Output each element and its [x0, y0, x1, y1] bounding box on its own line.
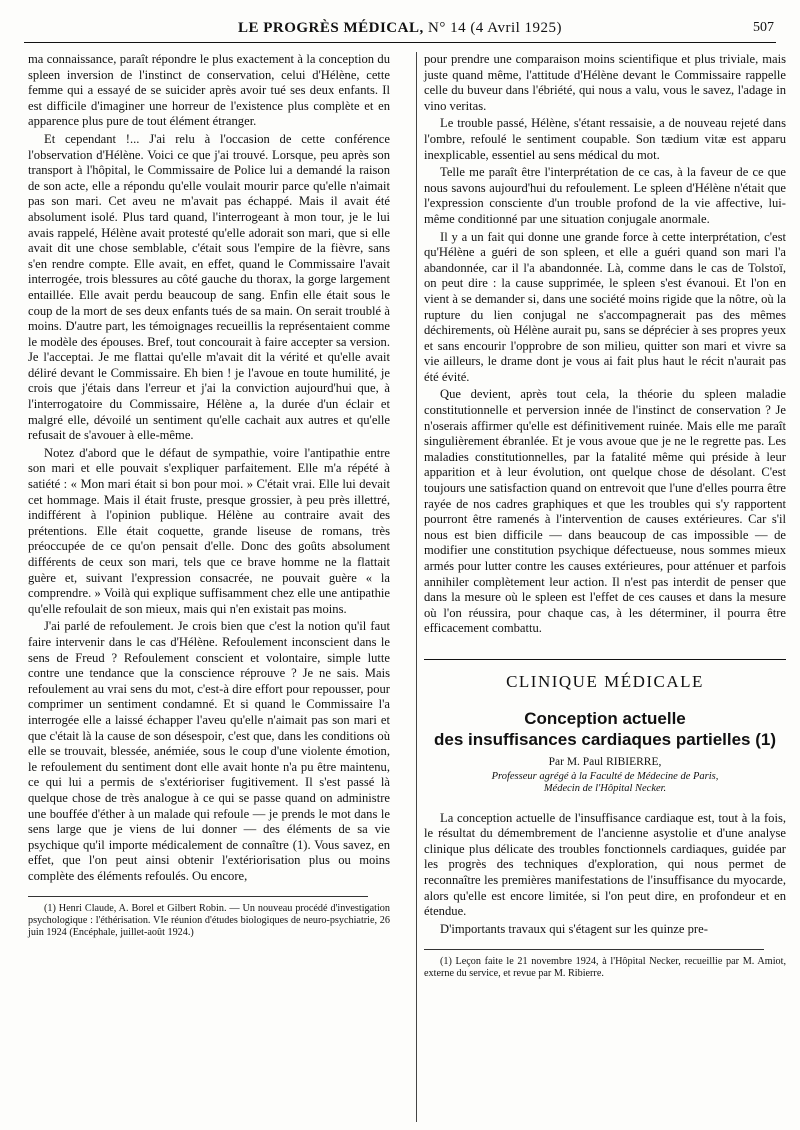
paragraph: Telle me paraît être l'interprétation de ce cas, à la faveur de ce que nous savons aujourd'hui du refoulement. Le spleen d'Hélène n'était que l'expression consciente d'un trouble profond de la vie affective, lui-même conditionné par une situation conjugale anormale. — [424, 165, 786, 226]
paragraph: ma connaissance, paraît répondre le plus exactement à la conception du spleen inversion de l'instinct de conservation, celui d'Hélène, cette femme qui a essayé de se suicider après avoir tué ses deux enfants. Il est difficile d'imaginer une horreur de l'existence plus complète et en apparence plus pure de tout élément étranger. — [28, 52, 390, 129]
page-number: 507 — [753, 20, 774, 35]
footnote: (1) Henri Claude, A. Borel et Gilbert Robin. — Un nouveau procédé d'investigation psychologique : l'éthérisation. VIe réunion d'études biologiques de neuro-psychiatrie, 26 juin 1924 (Encéphale, juillet-août 1924.) — [28, 903, 390, 939]
section-heading: CLINIQUE MÉDICALE — [424, 659, 786, 690]
author-affiliation — [424, 771, 786, 795]
article-title — [424, 708, 786, 750]
article-title-line-2: des insuffisances cardiaques partielles (1) — [433, 729, 777, 749]
column-divider — [416, 52, 417, 1122]
paragraph: La conception actuelle de l'insuffisance cardiaque est, tout à la fois, le résultat du démembrement de l'ancienne asystolie et d'une analyse clinique plus délicate des troubles fonctionnels cardiaques, guidée par les progrès des techniques d'exploration, qui nous permet de reconnaître les premières manifestations de l'insuffisance du myocarde, alors qu'elle est encore limitée, si l'on peut dire, en profondeur et en étendue. — [424, 810, 786, 919]
article-title-line-1: Conception actuelle — [524, 708, 686, 728]
footnote: (1) Leçon faite le 21 novembre 1924, à l'Hôpital Necker, recueillie par M. Amiot, externe du service, et revue par M. Ribierre. — [424, 956, 786, 980]
affiliation-line-2: Médecin de l'Hôpital Necker. — [543, 782, 667, 794]
paragraph: Il y a un fait qui donne une grande force à cette interprétation, c'est qu'Hélène a guéri de son spleen, et elle a guéri quand son mari l'a abandonnée, car il l'a abandonnée. Là, comme dans le cas de Tolstoï, on peut dire : la cause supprimée, le spleen s'est évanoui. Et l'on en vient à se demander si, dans une société moins rigide que la nôtre, où la rupture du lien conjugal ne s'accompagnerait pas des mêmes déchirements, où Hélène aurait pu, sans se déprécier à ses propres yeux et sans encourir l'opprobre de son milieu, quitter son mari et vivre sa vie ailleurs, le drame dont je vous ai fait plus haut le récit n'aurait pas été évité. — [424, 229, 786, 384]
paragraph: J'ai parlé de refoulement. Je crois bien que c'est la notion qu'il faut faire intervenir dans le cas d'Hélène. Refoulement inconscient dans le sens de Freud ? Refoulement conscient et volontaire, simple lutte contre une tendance que la conscience réprouve ? Je ne sais. Mais refoulement au vrai sens du mot, c'est-à dire effort pour repousser, pour comprimer un sentiment condamné. Et si quand le Commissaire l'a interrogée elle a laissé échapper l'aveu qu'elle n'aimait pas son mari et que c'était là la cause de son désespoir, c'est que, dans les conditions où elle se trouvait, blessée, anémiée, sous le coup d'une violente émotion, le refoulement du sentiment dont elle avait honte n'a pu être maintenu, ce qui lui a permis de s'extérioriser fugitivement. Il s'est passé là quelque chose de très analogue à ce qui se passe quand on administre une bouffée d'éther à un malade qui refoule — je prends le mot dans le sens large que je viens de lui donner — des éléments de sa vie psychique qu'il importe médicalement de connaître (1). Vous savez, en effet, que l'on peut ainsi obtenir l'extériorisation plus ou moins complète des éléments refoulés. Ou encore, — [28, 619, 390, 883]
footnote-rule — [424, 949, 764, 950]
paragraph: D'importants travaux qui s'étagent sur les quinze pre- — [440, 921, 708, 936]
left-column — [28, 52, 390, 941]
paragraph: Le trouble passé, Hélène, s'étant ressaisie, a de nouveau rejeté dans l'ombre, refoulé le sentiment coupable. Son tædium vitæ est apparu inexplicable, essentiel au sens médical du mot. — [424, 116, 786, 162]
footnote-rule — [28, 896, 368, 897]
journal-title: LE PROGRÈS MÉDICAL, — [237, 20, 424, 36]
journal-header-line — [24, 20, 776, 37]
author-byline: Par M. Paul RIBIERRE, — [548, 755, 662, 768]
paragraph: pour prendre une comparaison moins scientifique et plus triviale, mais juste quand même, l'attitude d'Hélène devant le Commissaire rappelle celle du buveur dans l'ébriété, qui nous a valu, vous le savez, l'adage in vino veritas. — [424, 52, 786, 113]
issue-number: N° 14 (4 Avril 1925) — [427, 20, 563, 36]
affiliation-line-1: Professeur agrégé à la Faculté de Médecine de Paris, — [491, 770, 719, 782]
paragraph: Notez d'abord que le défaut de sympathie, voire l'antipathie entre son mari et elle pouvait s'expliquer parfaitement. Elle m'a répété à satiété : « Mon mari était si bon pour moi. » C'était vrai. Elle lui devait cet hommage. Mais il était fruste, presque grossier, à peu près illettré, indifférent à l'opinion publique. Hélène au contraire avait des prétentions. Elle était coquette, grande liseuse de romans, très préoccupée de ce qu'on pensait d'elle. Donc des goûts absolument différents de ceux son mari, tels que ce brave homme ne la flattait guère et, suivant l'expression consacrée, ne pouvait guère « la comprendre. » Voilà qui explique suffisamment chez elle une antipathie qu'elle refoulait de son mieux, mais qui n'en existait pas moins. — [28, 445, 390, 616]
paragraph: Et cependant !... J'ai relu à l'occasion de cette conférence l'observation d'Hélène. Voici ce que j'ai trouvé. Lorsque, peu après son transport à l'hôpital, le Commissaire de Police lui a demandé la raison de son acte, elle a répondu qu'elle voulait mourir parce qu'elle n'aimait pas son mari. Cet aveu ne m'avait pas échappé. Mais il avait été absolument isolé. Plus tard quand, l'interrogeant à mon tour, je le lui avais rappelé, Hélène avait protesté qu'elle adorait son mari, que si elle avait dit une chose semblable, c'était sous l'empire de la fièvre, sans s'en rendre compte. Elle avait, en effet, quand le Commissaire l'avait interrogée, trois blessures au côté gauche du thorax, la gorge largement entaillée. Elle avait perdu beaucoup de sang. Enfin elle était sous le coup de la mort de ses deux enfants tués de sa main. On serait troublé à moins. D'autre part, les témoignages recueillis la représentaient comme le modèle des épouses. Bref, tout concourait à faire accepter sa version. Je l'acceptai. Je me flattai qu'elle m'avait dit la vérité et qu'elle avait déliré devant le Commissaire. Eh bien ! je l'avoue en toute humilité, je crois que j'étais dans l'erreur et j'ai la conviction aujourd'hui que, à l'interrogatoire du Commissaire, Hélène a, la durée d'un éclair et malgré elle, dévoilé un sentiment qu'elle cachait aux autres et qu'elle refusait de s'avouer à elle-même. — [28, 131, 390, 443]
running-header — [24, 20, 776, 43]
right-column — [424, 52, 786, 982]
paragraph: Que devient, après tout cela, la théorie du spleen maladie constitutionnelle et perversion innée de l'instinct de conservation ? Je n'oserais affirmer qu'elle est définitivement ruinée. Mais elle me paraît singulièrement ébranlée. Et je vous avoue que je ne le regrette pas. Les maladies constitutionnelles, par la fatalité même qui préside à leur apparition et à leur évolution, ont quelque chose de désolant. C'est toujours une satisfaction quand on entrevoit que l'une d'elles pourra être rayée de nos cadres graphiques et que les troubles qui s'y rapportent pourront être ramenés à l'intervention de causes extérieures. Car s'il nous est bien difficile — dans beaucoup de cas impossible — de modifier une constitution psychique défectueuse, nous sommes mieux armés pour lutter contre les causes extérieures, pour atténuer et parfois annihiler complètement leur action. Il n'est pas interdit de penser que dans la mesure où le spleen est l'effet de ces causes et dans la mesure où l'on réussira, pour chaque cas, à les déterminer, il pourra être efficacement combattu. — [424, 387, 786, 636]
